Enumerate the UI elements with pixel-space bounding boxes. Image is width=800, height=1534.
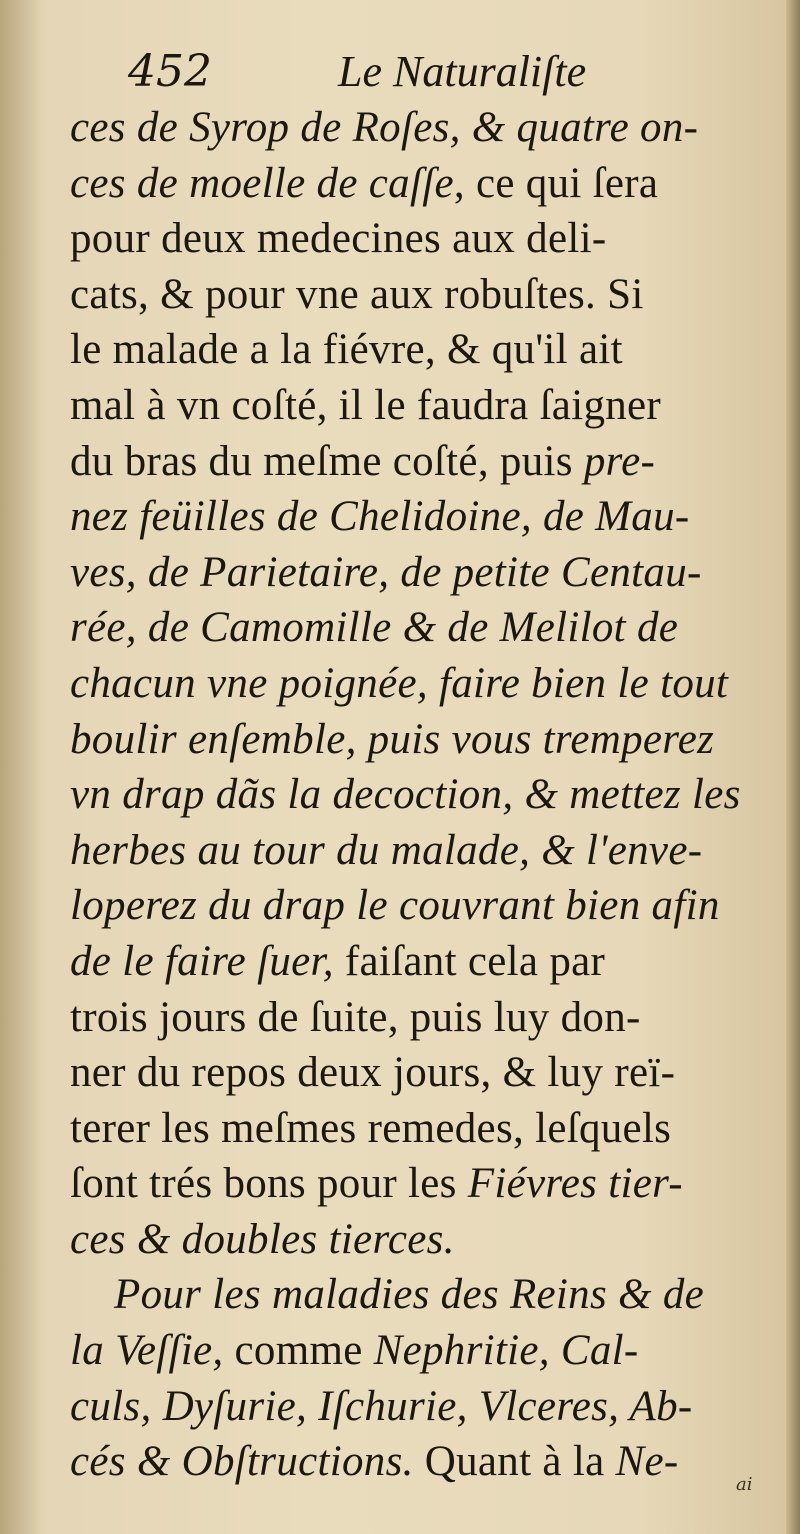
- text-segment: rée, de Camomille & de Melilot de: [70, 604, 679, 652]
- text-line: [70, 1212, 770, 1268]
- text-line: [70, 1045, 770, 1101]
- running-title: Le Naturaliſte: [338, 47, 587, 96]
- text-segment: cats, & pour vne aux robuſtes. Si: [70, 270, 644, 318]
- text-segment: de le faire ſuer,: [70, 937, 334, 985]
- text-segment: ves, de Parietaire, de petite Centau-: [70, 548, 702, 596]
- text-segment: mal à vn coſté, il le faudra ſaigner: [70, 381, 662, 429]
- text-segment: terer les meſmes remedes, leſquels: [70, 1104, 672, 1152]
- text-segment: le malade a la fiévre, & qu'il ait: [70, 326, 623, 374]
- text-line: [70, 878, 770, 934]
- text-segment: Fiévres tier-: [467, 1160, 683, 1208]
- text-segment: ſont trés bons pour les: [70, 1160, 468, 1208]
- text-segment: Ne-: [615, 1438, 679, 1486]
- text-line: [70, 489, 770, 545]
- text-segment: comme: [223, 1327, 374, 1375]
- text-segment: herbes au tour du malade, & l'enve-: [70, 826, 703, 874]
- text-line: [70, 434, 770, 490]
- text-line: [70, 600, 770, 656]
- page-number: 452: [128, 46, 212, 97]
- text-line: [70, 1379, 770, 1435]
- text-segment: pre-: [583, 437, 656, 485]
- text-line: [70, 1267, 770, 1323]
- text-line: [70, 656, 770, 712]
- text-line: [70, 712, 770, 768]
- text-line: [70, 1434, 770, 1490]
- text-segment: ces & doubles tierces.: [70, 1215, 455, 1263]
- text-segment: boulir enſemble, puis vous tremperez: [70, 715, 715, 763]
- text-line: [70, 322, 770, 378]
- text-line: [70, 1156, 770, 1212]
- text-line: [70, 100, 770, 156]
- text-segment: cés & Obſtructions.: [70, 1438, 414, 1486]
- text-segment: pour deux medecines aux deli-: [70, 215, 607, 263]
- text-segment: Nephritie, Cal-: [373, 1327, 639, 1375]
- text-line: [70, 545, 770, 601]
- text-segment: ces de moelle de caſſe: [70, 159, 454, 207]
- text-segment: du bras du meſme coſté, puis: [70, 437, 584, 485]
- text-line: [70, 1101, 770, 1157]
- text-line: [70, 378, 770, 434]
- text-line: [70, 211, 770, 267]
- text-line: [70, 934, 770, 990]
- text-segment: ner du repos deux jours, & luy reï-: [70, 1049, 676, 1097]
- text-segment: faiſant cela par: [333, 937, 606, 985]
- text-segment: la Veſſie,: [70, 1327, 224, 1375]
- text-segment: culs, Dyſurie, Iſchurie, Vlceres, Ab-: [70, 1382, 693, 1430]
- text-segment: vn drap dãs la decoction, & mettez les: [70, 771, 741, 819]
- body-text: [70, 100, 770, 1490]
- text-segment: trois jours de ſuite, puis luy don-: [70, 993, 641, 1041]
- text-segment: loperez du drap le couvrant bien afin: [70, 882, 720, 930]
- text-segment: ces de Syrop de Roſes, & quatre on-: [70, 104, 699, 151]
- text-segment: chacun vne poignée, faire bien le tout: [70, 659, 729, 707]
- text-segment: Pour les maladies des Reins & de: [114, 1271, 705, 1319]
- signature-mark: ai: [736, 1474, 753, 1495]
- page-gutter-edge: [786, 0, 800, 1534]
- text-line: [70, 990, 770, 1046]
- text-line: [70, 1323, 770, 1379]
- text-line: [70, 823, 770, 879]
- text-line: [70, 156, 770, 212]
- page-header: [120, 40, 740, 104]
- text-line: [70, 267, 770, 323]
- text-segment: nez feüilles de Chelidoine, de Mau-: [70, 493, 690, 541]
- text-segment: Quant à la: [413, 1438, 616, 1486]
- text-line: [70, 767, 770, 823]
- page-crease-shadow: [0, 0, 40, 1534]
- text-segment: , ce qui ſera: [453, 159, 659, 207]
